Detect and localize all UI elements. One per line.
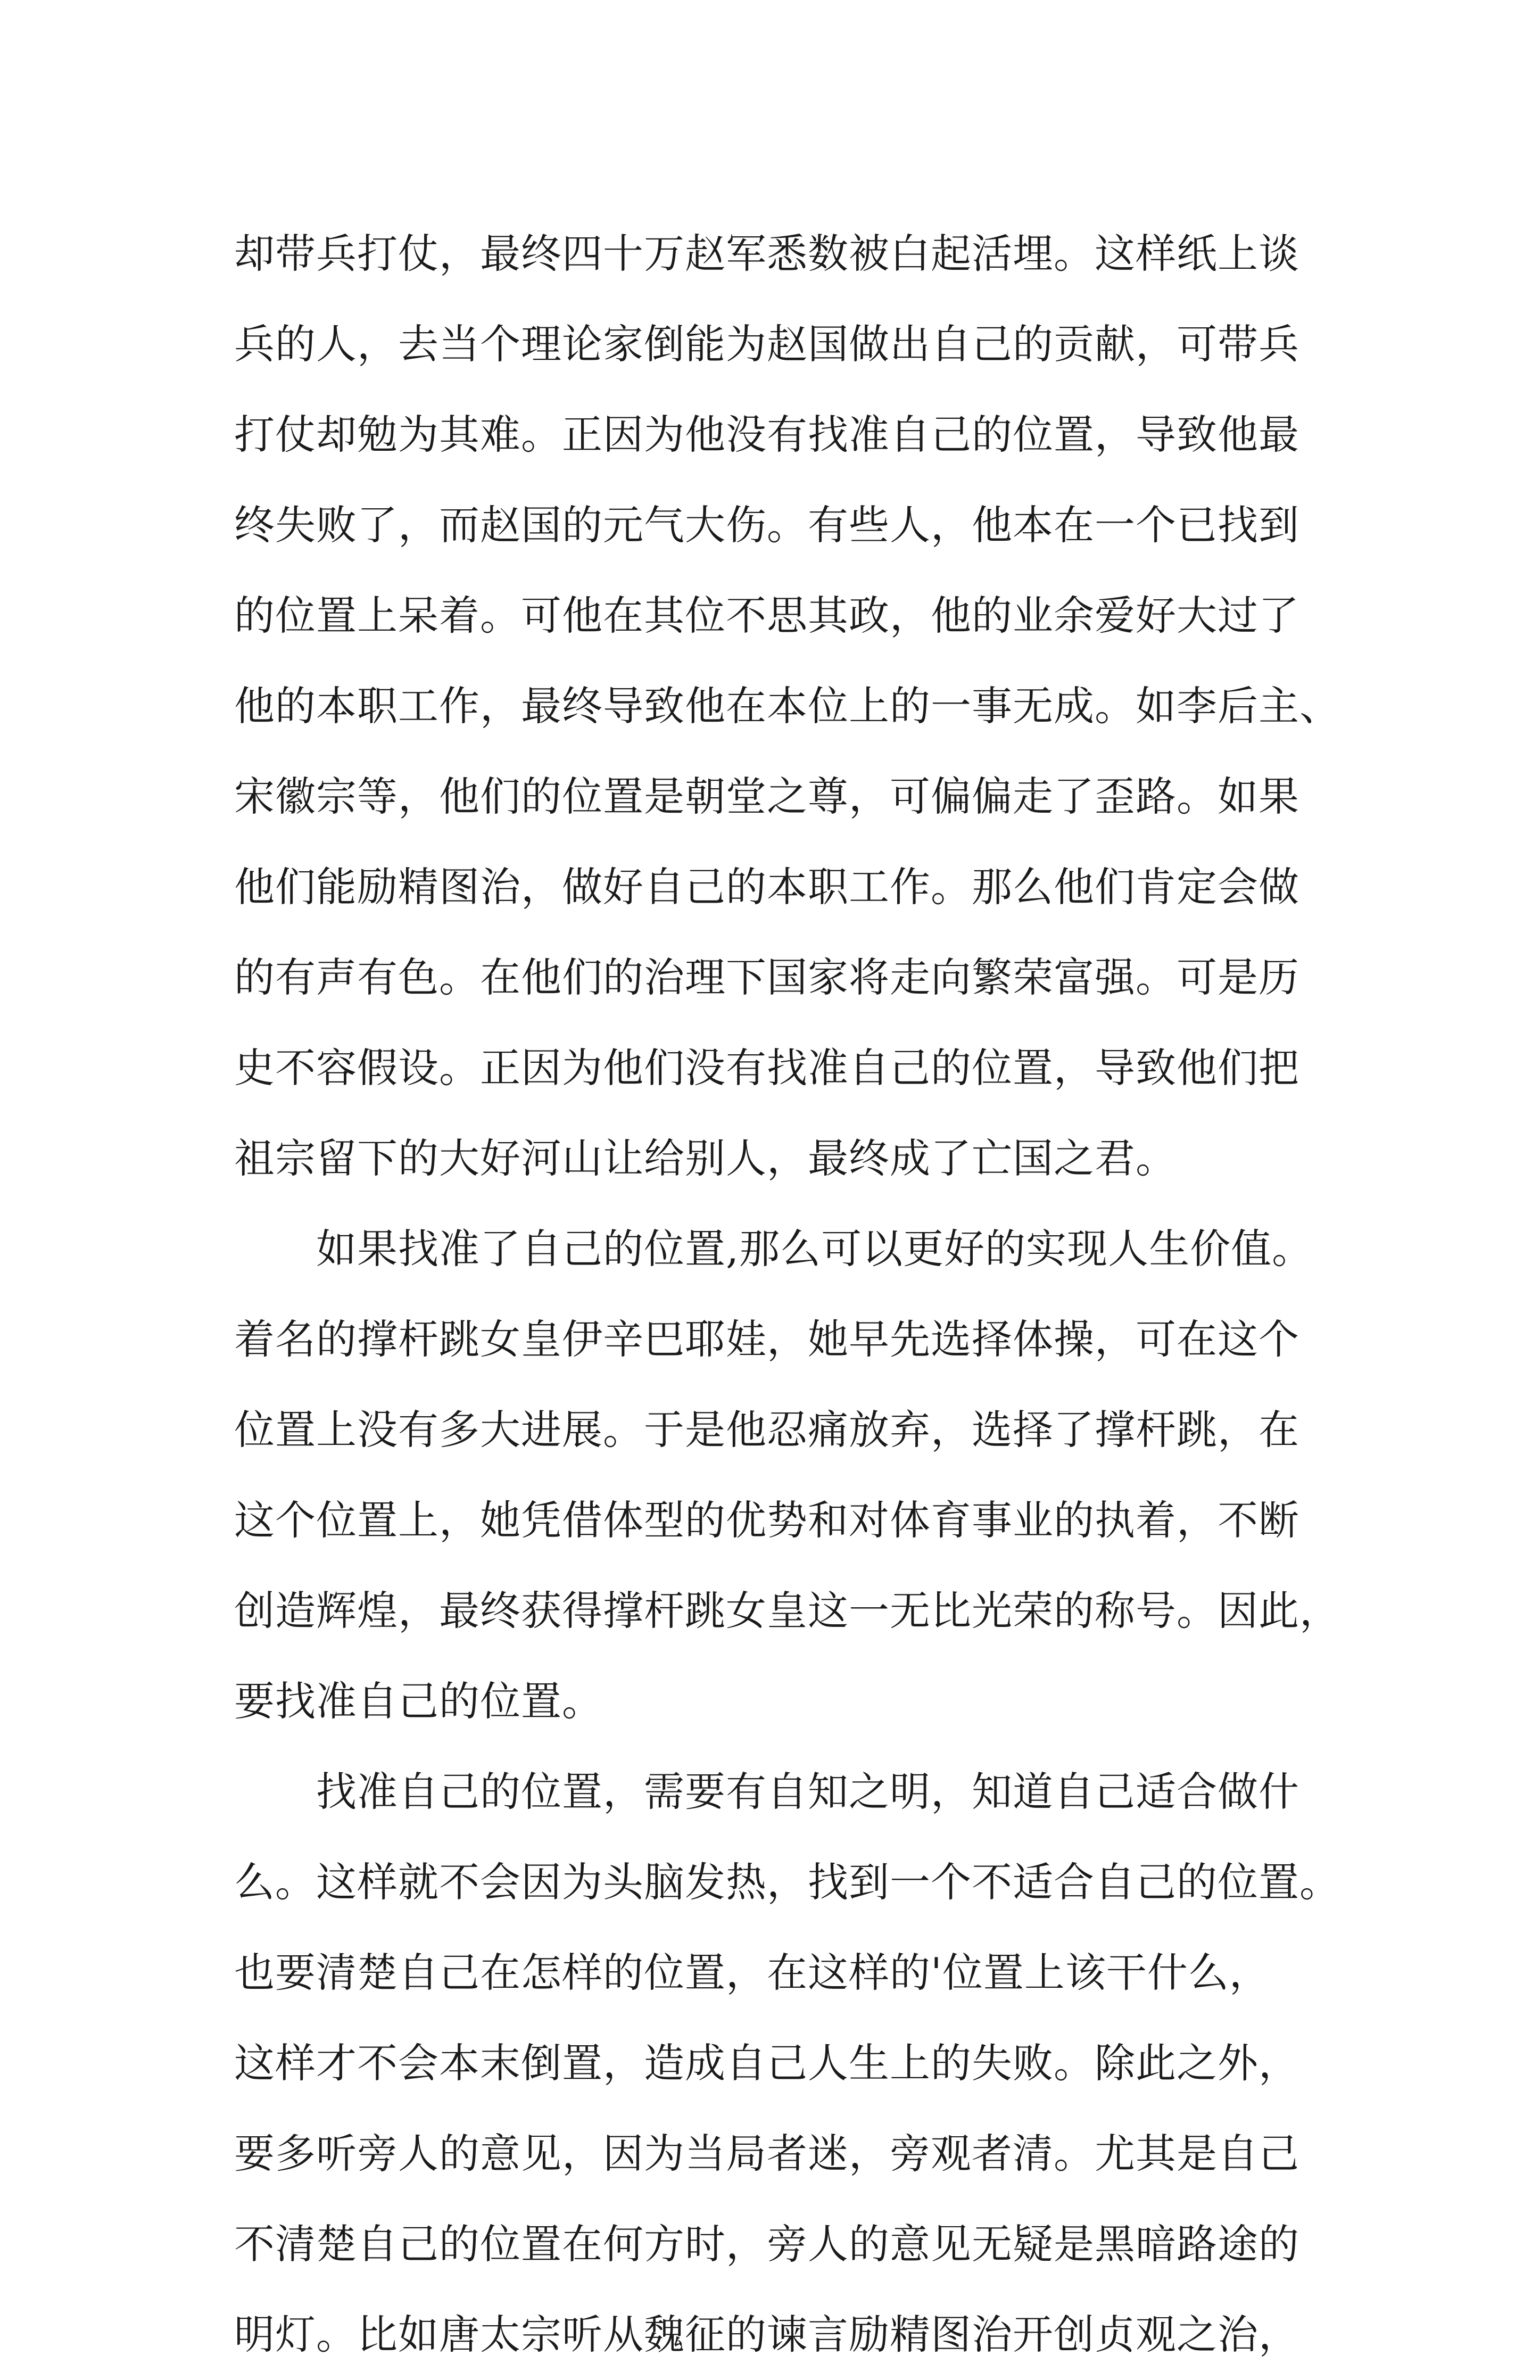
text-line: 不清楚自己的位置在何方时，旁人的意见无疑是黑暗路途的 — [234, 2220, 1299, 2268]
text-line: 位置上没有多大进展。于是他忍痛放弃，选择了撑杆跳，在 — [234, 1406, 1299, 1453]
text-line: 他的本职工作，最终导致他在本位上的一事无成。如李后主、 — [234, 682, 1340, 730]
paragraph-first-line: 找准自己的位置，需要有自知之明，知道自己适合做什 — [316, 1768, 1299, 1815]
text-line: 宋徽宗等，他们的位置是朝堂之尊，可偏偏走了歪路。如果 — [234, 773, 1299, 820]
text-line: 明灯。比如唐太宗听从魏征的谏言励精图治开创贞观之治， — [234, 2311, 1299, 2358]
text-line: 这个位置上，她凭借体型的优势和对体育事业的执着，不断 — [234, 1497, 1299, 1544]
text-line: 他们能励精图治，做好自己的本职工作。那么他们肯定会做 — [234, 863, 1299, 911]
text-line: 终失败了，而赵国的元气大伤。有些人，他本在一个已找到 — [234, 501, 1299, 549]
text-line: 着名的撑杆跳女皇伊辛巴耶娃，她早先选择体操，可在这个 — [234, 1316, 1299, 1363]
body-text — [234, 209, 1340, 2380]
text-line: 要多听旁人的意见，因为当局者迷，旁观者清。尤其是自己 — [234, 2130, 1299, 2177]
text-line: 兵的人，去当个理论家倒能为赵国做出自己的贡献，可带兵 — [234, 320, 1299, 368]
text-line: 创造辉煌，最终获得撑杆跳女皇这一无比光荣的称号。因此， — [234, 1587, 1340, 1634]
text-line: 史不容假设。正因为他们没有找准自己的位置，导致他们把 — [234, 1044, 1299, 1092]
text-line: 么。这样就不会因为头脑发热，找到一个不适合自己的位置。 — [234, 1858, 1340, 1906]
text-line: 打仗却勉为其难。正因为他没有找准自己的位置，导致他最 — [234, 411, 1299, 458]
text-line: 要找准自己的位置。 — [234, 1677, 603, 1725]
text-line: 也要清楚自己在怎样的位置，在这样的'位置上该干什么， — [234, 1949, 1270, 1996]
text-line: 祖宗留下的大好河山让给别人，最终成了亡国之君。 — [234, 1135, 1177, 1182]
paragraph-first-line: 如果找准了自己的位置,那么可以更好的实现人生价值。 — [316, 1225, 1313, 1272]
text-line: 这样才不会本末倒置，造成自己人生上的失败。除此之外， — [234, 2039, 1299, 2087]
text-line: 的有声有色。在他们的治理下国家将走向繁荣富强。可是历 — [234, 954, 1299, 1001]
text-line: 却带兵打仗，最终四十万赵军悉数被白起活埋。这样纸上谈 — [234, 230, 1299, 277]
text-line: 的位置上呆着。可他在其位不思其政，他的业余爱好大过了 — [234, 592, 1299, 639]
